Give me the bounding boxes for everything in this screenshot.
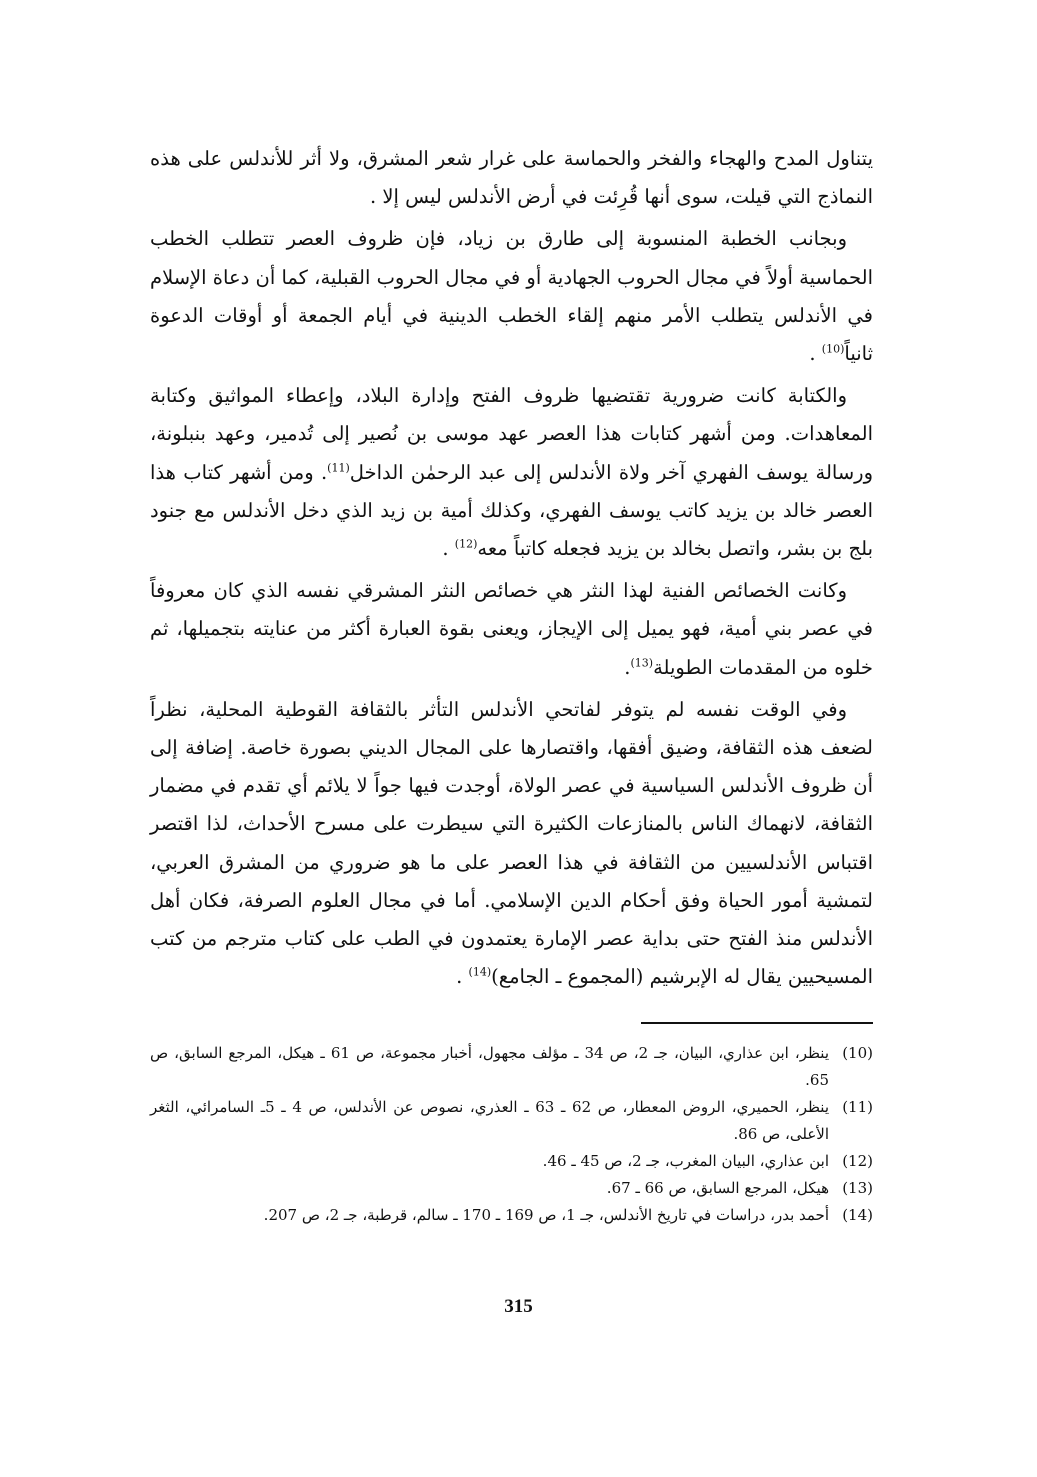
footnote-number: (10) (842, 1044, 873, 1062)
footnote-text: ينظر، الحميري، الروض المعطار، ص 62 ـ 63 ـ العذري، نصوص عن الأندلس، ص 4 ـ 5ـ السامرائي، الثغر الأعلى، ص 86. (150, 1098, 830, 1143)
footnote-text: أحمد بدر، دراسات في تاريخ الأندلس، جـ 1، ص 169 ـ 170 ـ سالم، قرطبة، جـ 2، ص 207. (263, 1206, 829, 1224)
footnote-13 (150, 1175, 873, 1202)
footnotes (150, 1040, 873, 1229)
footnote-10 (150, 1040, 873, 1094)
paragraph-text: وبجانب الخطبة المنسوبة إلى طارق بن زياد، فإن ظروف العصر تتطلب الخطب الحماسية أولاً في مجال الحروب الجهادية أو في مجال الحروب القبلية، كما أن دعاة الإسلام في الأندلس يتطلب الأمر منهم إلقاء الخطب الدينية في أيام الجمعة أو أوقات الدعوة ثانياً (150, 227, 873, 366)
main-text (150, 140, 873, 996)
paragraph-tail: . (809, 342, 822, 366)
paragraph-text: وفي الوقت نفسه لم يتوفر لفاتحي الأندلس التأثر بالثقافة القوطية المحلية، نظراً لضعف هذه الثقافة، وضيق أفقها، واقتصارها على المجال الديني بصورة خاصة. إضافة إلى أن ظروف الأندلس السياسية في عصر الولاة، أوجدت فيها جواً لا يلائم أي تقدم في مضمار الثقافة، لانهماك الناس بالمنازعات الكثيرة التي سيطرت على مسرح الأحداث، لذا اقتصر اقتباس الأندلسيين من الثقافة في هذا العصر على ما هو ضروري من المشرق العربي، لتمشية أمور الحياة وفق أحكام الدين الإسلامي. أما في مجال العلوم الصرفة، فكان أهل الأندلس منذ الفتح حتى بداية عصر الإمارة يعتمدون في الطب على كتاب مترجم من كتب المسيحيين يقال له الإبرشيم (المجموع ـ الجامع) (150, 697, 873, 989)
paragraph-text: وكانت الخصائص الفنية لهذا النثر هي خصائص النثر المشرقي نفسه الذي كان معروفاً في عصر بني أمية، فهو يميل إلى الإيجاز، ويعنى بقوة العبارة أكثر من عنايته بتجميلها، ثم خلوه من المقدمات الطويلة (150, 579, 873, 679)
footnote-number: (12) (842, 1152, 873, 1170)
footnote-11 (150, 1094, 873, 1148)
footnote-ref-14[interactable]: (14) (468, 965, 492, 979)
footnote-text: ينظر، ابن عذاري، البيان، جـ 2، ص 34 ـ مؤلف مجهول، أخبار مجموعة، ص 61 ـ هيكل، المرجع السابق، ص 65. (150, 1044, 829, 1089)
footnote-divider (641, 1022, 873, 1024)
paragraph-text: يتناول المدح والهجاء والفخر والحماسة على غرار شعر المشرق، ولا أثر للأندلس على هذه النماذج التي قيلت، سوى أنها قُرِئت في أرض الأندلس ليس إلا . (150, 147, 873, 209)
paragraph-3 (150, 377, 873, 568)
footnote-ref-12[interactable]: (12) (454, 537, 478, 551)
footnote-ref-10[interactable]: (10) (821, 342, 845, 356)
paragraph-tail: . (442, 537, 455, 561)
footnote-number: (13) (842, 1179, 873, 1197)
paragraph-2 (150, 220, 873, 373)
footnote-14 (150, 1202, 873, 1229)
footnote-text: هيكل، المرجع السابق، ص 66 ـ 67. (606, 1179, 829, 1197)
page-body (150, 140, 873, 1000)
paragraph-1 (150, 140, 873, 216)
footnote-12 (150, 1148, 873, 1175)
footnote-ref-13[interactable]: (13) (630, 656, 654, 670)
page-number: 315 (504, 1296, 533, 1317)
footnote-text: ابن عذاري، البيان المغرب، جـ 2، ص 45 ـ 46. (542, 1152, 829, 1170)
paragraph-tail: . (624, 655, 631, 679)
paragraph-text: والكتابة كانت ضرورية تقتضيها ظروف الفتح وإدارة البلاد، وإعطاء المواثيق وكتابة المعاهدات. ومن أشهر كتابات هذا العصر عهد موسى بن نُصير إلى تُدمير، وعهد بنبلونة، ورسالة يوسف الفهري آخر ولاة الأندلس إلى عبد الرحمٰن الداخل (150, 384, 873, 484)
footnote-number: (11) (842, 1098, 873, 1116)
paragraph-tail: . ومن أشهر كتاب هذا العصر خالد بن يزيد كاتب يوسف الفهري، وكذلك أمية بن زيد الذي دخل الأندلس مع جنود بلج بن بشر، واتصل بخالد بن يزيد فجعله كاتباً معه (150, 460, 873, 561)
footnote-ref-11[interactable]: (11) (327, 461, 350, 475)
paragraph-4 (150, 572, 873, 687)
paragraph-5 (150, 691, 873, 997)
footnote-number: (14) (842, 1206, 873, 1224)
paragraph-tail: . (456, 965, 469, 989)
